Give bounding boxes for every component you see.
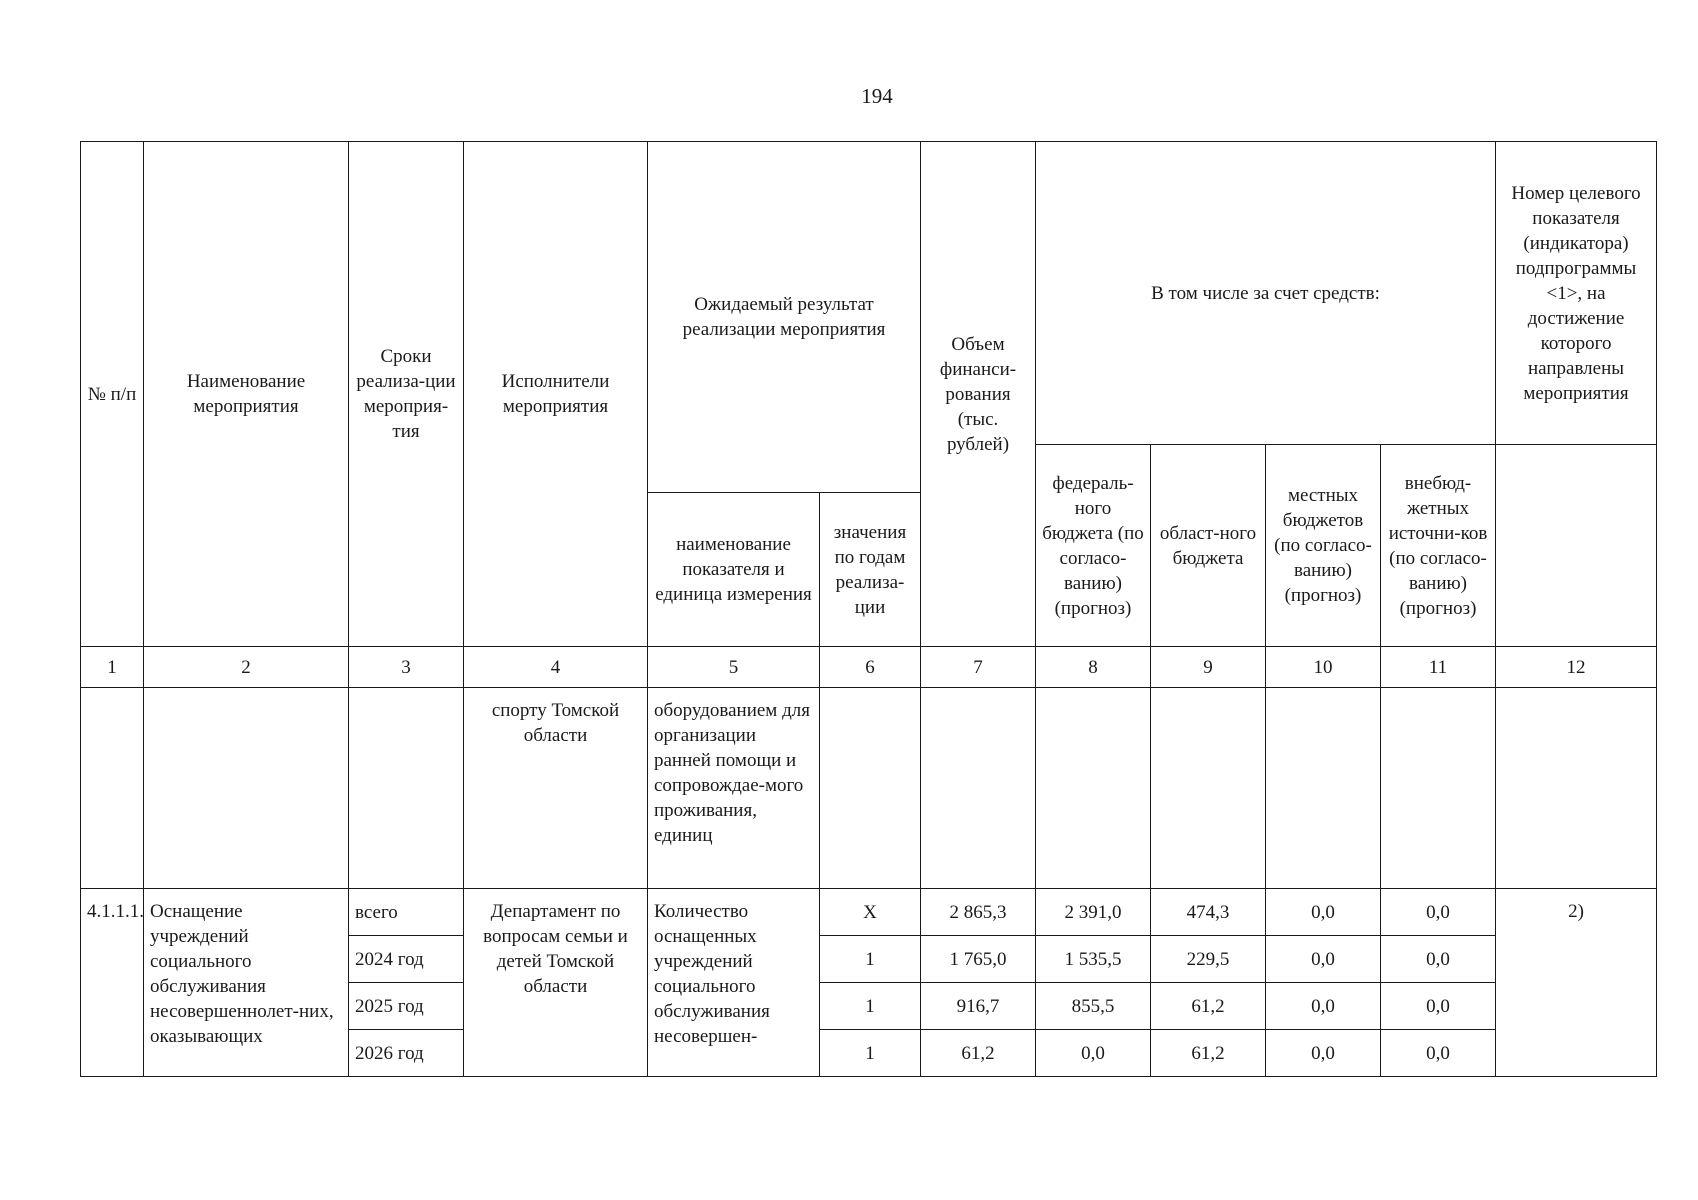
item-value: 1 (820, 983, 921, 1030)
header-name: Наименование мероприятия (144, 142, 349, 647)
item-local: 0,0 (1266, 983, 1381, 1030)
column-number: 10 (1266, 647, 1381, 688)
item-value: 1 (820, 1030, 921, 1077)
item-regional: 61,2 (1151, 983, 1266, 1030)
item-indicator: Количество оснащенных учреждений социального обслуживания несовершен- (648, 889, 820, 1077)
item-value: 1 (820, 936, 921, 983)
program-table (80, 141, 1657, 1077)
item-total: 1 765,0 (921, 936, 1036, 983)
header-regional-budget: област-ного бюджета (1151, 445, 1266, 647)
item-target-ref: 2) (1496, 889, 1657, 1077)
item-regional: 474,3 (1151, 889, 1266, 936)
column-number: 9 (1151, 647, 1266, 688)
column-number: 7 (921, 647, 1036, 688)
table-row (81, 889, 1657, 936)
continuation-row (81, 688, 1657, 889)
continuation-executor: спорту Томской области (464, 688, 648, 889)
item-period: 2025 год (349, 983, 464, 1030)
item-extra: 0,0 (1381, 936, 1496, 983)
header-federal-budget: федераль-ного бюджета (по согласо-ванию) (прогноз) (1036, 445, 1151, 647)
column-number: 4 (464, 647, 648, 688)
header-period: Сроки реализа-ции мероприя-тия (349, 142, 464, 647)
item-period: 2024 год (349, 936, 464, 983)
column-number: 2 (144, 647, 349, 688)
header-number: № п/п (81, 142, 144, 647)
item-local: 0,0 (1266, 936, 1381, 983)
column-number: 8 (1036, 647, 1151, 688)
item-extra: 0,0 (1381, 1030, 1496, 1077)
item-executor: Департамент по вопросам семьи и детей Томской области (464, 889, 648, 1077)
column-number: 5 (648, 647, 820, 688)
item-period: 2026 год (349, 1030, 464, 1077)
item-value: Х (820, 889, 921, 936)
header-expected-result: Ожидаемый результат реализации мероприятия (648, 142, 921, 493)
item-period: всего (349, 889, 464, 936)
column-number: 12 (1496, 647, 1657, 688)
header-executor: Исполнители мероприятия (464, 142, 648, 647)
header-extrabudgetary: внебюд-жетных источни-ков (по согласо-ванию) (прогноз) (1381, 445, 1496, 647)
item-total: 916,7 (921, 983, 1036, 1030)
column-number: 3 (349, 647, 464, 688)
item-federal: 0,0 (1036, 1030, 1151, 1077)
column-numbers-row (81, 647, 1657, 688)
item-regional: 229,5 (1151, 936, 1266, 983)
column-number: 6 (820, 647, 921, 688)
header-row-1 (81, 142, 1657, 445)
item-number: 4.1.1.1. (81, 889, 144, 1077)
page-number: 194 (861, 84, 893, 108)
header-funding-sources: В том числе за счет средств: (1036, 142, 1496, 445)
item-total: 2 865,3 (921, 889, 1036, 936)
column-number: 11 (1381, 647, 1496, 688)
item-local: 0,0 (1266, 889, 1381, 936)
item-regional: 61,2 (1151, 1030, 1266, 1077)
continuation-indicator: оборудованием для организации ранней помощи и сопровождае-мого проживания, единиц (648, 688, 820, 889)
header-target-indicator: Номер целевого показателя (индикатора) подпрограммы <1>, на достижение которого направлены мероприятия (1496, 142, 1657, 445)
item-name: Оснащение учреждений социального обслуживания несовершеннолет-них, оказывающих (144, 889, 349, 1077)
header-funding-volume: Объем финанси-рования (тыс. рублей) (921, 142, 1036, 647)
header-indicator-name: наименование показателя и единица измерения (648, 493, 820, 647)
header-target-indicator-blank (1496, 445, 1657, 647)
item-extra: 0,0 (1381, 889, 1496, 936)
header-indicator-values: значения по годам реализа-ции (820, 493, 921, 647)
header-local-budgets: местных бюджетов (по согласо-ванию) (прогноз) (1266, 445, 1381, 647)
item-local: 0,0 (1266, 1030, 1381, 1077)
column-number: 1 (81, 647, 144, 688)
item-federal: 2 391,0 (1036, 889, 1151, 936)
item-federal: 855,5 (1036, 983, 1151, 1030)
item-federal: 1 535,5 (1036, 936, 1151, 983)
item-total: 61,2 (921, 1030, 1036, 1077)
item-extra: 0,0 (1381, 983, 1496, 1030)
